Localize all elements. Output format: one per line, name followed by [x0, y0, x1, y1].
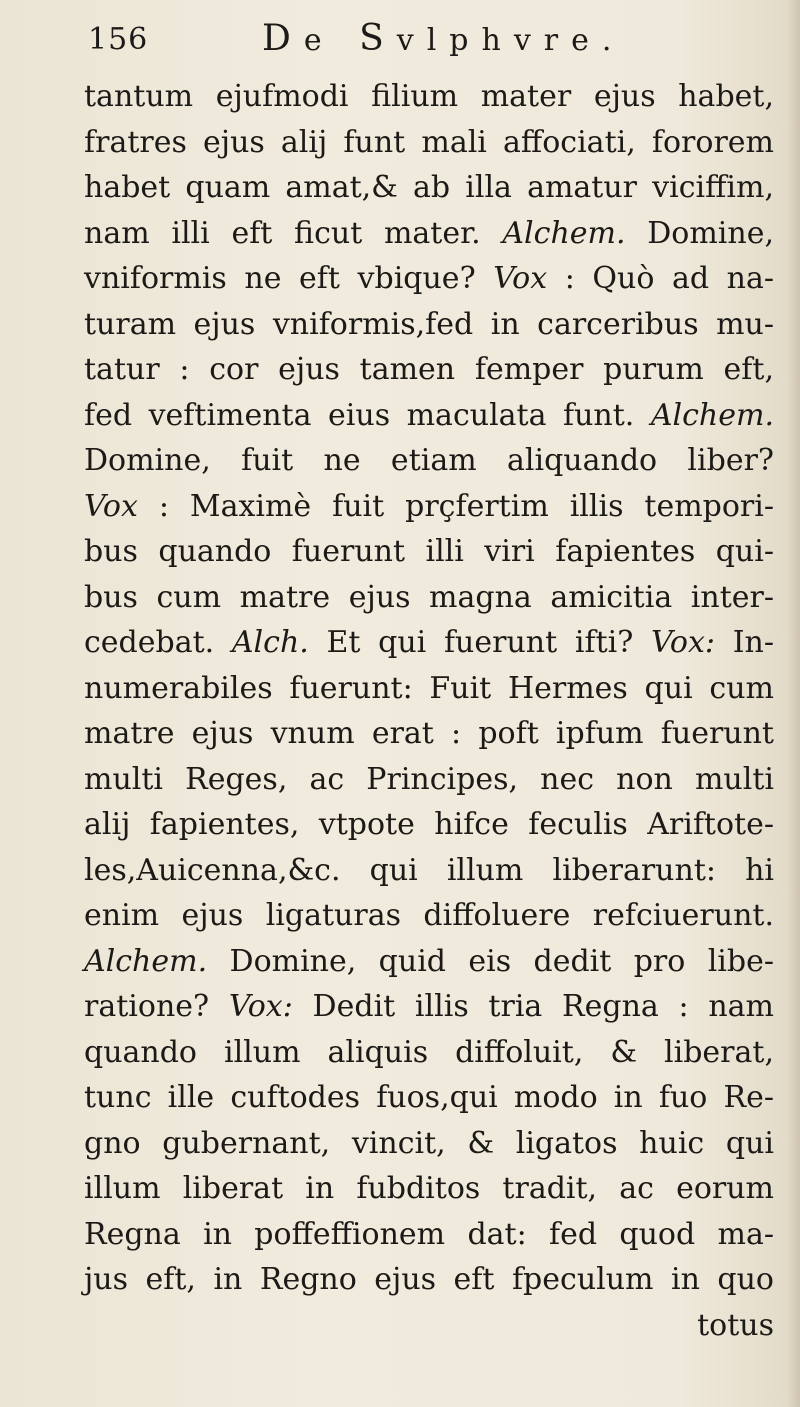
text-segment: nam illi eft ficut mater.	[84, 215, 503, 251]
text-segment: Domine, quid eis dedit pro libe-	[207, 943, 774, 979]
text-segment: quando illum aliquis diffoluit, & liberat,	[84, 1034, 774, 1070]
text-segment: tantum ejufmodi filium mater ejus habet,	[84, 79, 774, 114]
page-number: 156	[88, 22, 149, 57]
text-segment: Dedit illis tria Regna : nam	[292, 989, 774, 1024]
title-first-letter: D	[262, 18, 304, 59]
text-line	[84, 666, 774, 712]
text-line	[84, 575, 774, 621]
text-segment: habet quam amat,& ab illa amatur viciffim,	[84, 170, 774, 205]
text-line	[84, 302, 774, 348]
text-line	[84, 757, 774, 803]
body-text	[84, 74, 774, 1348]
text-segment: enim ejus ligaturas diffoluere refciuerunt.	[84, 898, 774, 933]
title-second-rest: vlphvre.	[396, 23, 625, 58]
text-segment: bus cum matre ejus magna amicitia inter-	[84, 579, 774, 615]
text-line	[84, 1121, 774, 1167]
text-segment: cedebat.	[84, 625, 232, 660]
text-line	[84, 802, 774, 848]
running-header	[84, 18, 774, 68]
text-segment: matre ejus vnum erat : poft ipfum fuerunt	[84, 716, 774, 751]
text-line	[84, 347, 774, 393]
text-line	[84, 1166, 774, 1212]
title-second-letter: S	[359, 18, 397, 59]
text-segment: : Quò ad na-	[547, 261, 774, 296]
text-line	[84, 620, 774, 666]
text-line	[84, 529, 774, 575]
catchword: totus	[697, 1307, 774, 1343]
text-line	[84, 893, 774, 939]
text-line	[84, 1030, 774, 1076]
text-segment: jus eft, in Regno ejus eft fpeculum in quo	[84, 1262, 774, 1297]
text-segment: tatur : cor ejus tamen femper purum eft,	[84, 352, 774, 387]
text-line	[84, 939, 774, 985]
speaker-name: Alchem.	[650, 397, 774, 433]
text-segment: multi Reges, ac Principes, nec non multi	[84, 761, 774, 797]
text-line	[84, 211, 774, 257]
running-title	[262, 18, 624, 59]
speaker-name: Vox	[493, 261, 548, 296]
text-segment: gno gubernant, vincit, & ligatos huic qui	[84, 1125, 774, 1161]
text-line	[84, 1075, 774, 1121]
text-line	[84, 438, 774, 484]
page-edge-shadow	[786, 0, 800, 1407]
title-first-rest: e	[303, 23, 335, 58]
text-line	[84, 165, 774, 211]
speaker-name: Vox:	[651, 625, 715, 660]
text-line	[84, 711, 774, 757]
text-segment: In-	[715, 625, 774, 660]
text-segment: les,Auicenna,&c. qui illum liberarunt: hi	[84, 852, 774, 888]
text-line	[84, 848, 774, 894]
text-segment: fratres ejus alij funt mali affociati, fororem	[84, 124, 774, 160]
text-segment: : Maximè fuit prçfertim illis tempori-	[137, 488, 774, 524]
text-segment: fed veftimenta eius maculata funt.	[84, 397, 651, 433]
text-line	[84, 120, 774, 166]
speaker-name: Alchem.	[502, 215, 626, 251]
text-segment: turam ejus vniformis,fed in carceribus mu-	[84, 306, 774, 342]
text-line	[84, 393, 774, 439]
text-segment: numerabiles fuerunt: Fuit Hermes qui cum	[84, 670, 774, 706]
text-line	[84, 1212, 774, 1258]
text-segment: vniformis ne eft vbique?	[84, 261, 494, 296]
text-segment: tunc ille cuftodes fuos,qui modo in fuo Re-	[84, 1080, 774, 1115]
text-segment: Domine, fuit ne etiam aliquando liber?	[84, 443, 774, 478]
speaker-name: Vox	[84, 488, 138, 524]
speaker-name: Vox:	[228, 989, 293, 1024]
text-segment: Regna in poffeffionem dat: fed quod ma-	[84, 1216, 774, 1252]
speaker-name: Alchem.	[84, 943, 208, 979]
text-segment: bus quando fuerunt illi viri fapientes qui-	[84, 534, 774, 569]
text-segment: alij fapientes, vtpote hifce feculis Ariftote-	[84, 807, 774, 842]
text-line	[84, 256, 774, 302]
text-segment: ratione?	[84, 989, 229, 1024]
text-segment: illum liberat in fubditos tradit, ac eorum	[84, 1171, 774, 1206]
text-line	[84, 484, 774, 530]
text-segment: Et qui fuerunt ifti?	[308, 625, 651, 660]
text-line	[84, 1257, 774, 1303]
text-line	[84, 74, 774, 120]
text-line	[84, 984, 774, 1030]
speaker-name: Alch.	[231, 625, 309, 660]
text-segment: Domine,	[625, 215, 774, 251]
